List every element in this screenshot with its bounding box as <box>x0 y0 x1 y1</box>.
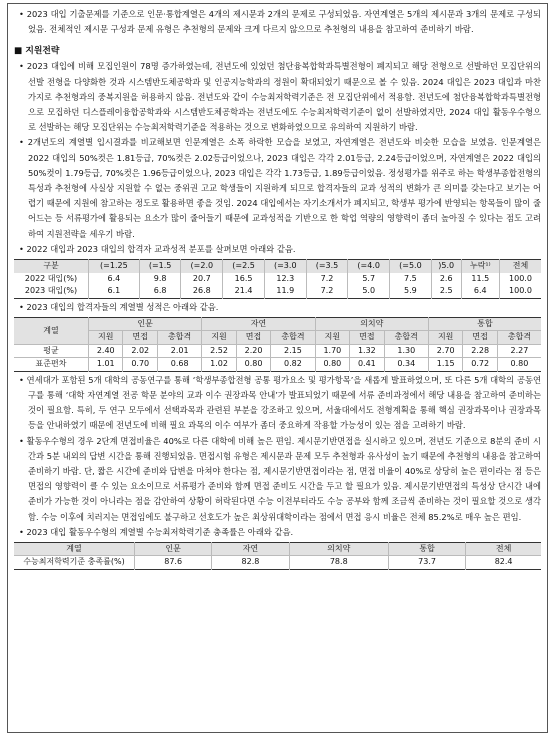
table-cell: 11.5 <box>461 273 499 286</box>
table-subheader-row <box>14 331 541 345</box>
table-cell: 0.82 <box>271 358 315 372</box>
table-cell: 0.41 <box>350 358 384 372</box>
table-header-cell: 의치약 <box>315 317 428 331</box>
table-cell: 2.01 <box>157 344 201 358</box>
table-cell: 2.27 <box>497 344 541 358</box>
table-row <box>14 358 541 372</box>
table-header-cell: (=3.5 <box>306 260 348 273</box>
table-cell: 21.4 <box>223 285 265 298</box>
table-header-cell: (=1.25 <box>89 260 140 273</box>
grade-distribution-table <box>14 259 541 299</box>
table-cell: 9.8 <box>139 273 181 286</box>
table-cell: 82.4 <box>466 556 541 570</box>
table-header-cell: 면접 <box>350 331 384 345</box>
table-cell: 2.02 <box>123 344 157 358</box>
table-header-cell: 면접 <box>236 331 270 345</box>
table-cell: 2.15 <box>271 344 315 358</box>
table-cell: 20.7 <box>181 273 223 286</box>
table-cell: 7.5 <box>390 273 432 286</box>
table-header-cell: 전체 <box>466 542 541 556</box>
strategy-paragraph: • 2022 대입과 2023 대입의 합격자 교과성적 분포를 살펴보면 아래와 같음. <box>19 243 296 254</box>
table-header-cell: 의치약 <box>289 542 388 556</box>
after-paragraph: • 연세대가 포함된 5개 대학의 공동연구를 통해 ‘학생부종합전형 공통 평가요소 및 평가항목’을 새롭게 발표하였으며, 또 다른 5개 대학의 공동연구를 통해 ‘대학 자연계열 전공 학문 분야의 교과 이수 권장과목 안내’가 발표되었기 때문에 서류 준비과정에서 해당 내용을 참고하여 준비하는 것이 필요함. 특히, 두 연구 모두에서 선택과목과 관련된 부분을 강조하고 있으며, 서울대에서도 전형계획을 통해 핵심 권장과목이나 권장과목 등을 안내하였기 때문에 전년도에 비해 필요 과목의 이수 여부가 좀더 중요하게 작용할 가능성이 있는 점을 고려하기 바람. <box>19 374 541 431</box>
table-cell: 5.9 <box>390 285 432 298</box>
table-header-cell: 지원 <box>89 331 123 345</box>
table-cell: 표준편차 <box>14 358 89 372</box>
after-paragraph: • 활동우수형의 경우 2단계 면접비율은 40%로 다른 대학에 비해 높은 편임. 제시문기반면접을 실시하고 있으며, 전년도 기준으로 8분의 준비 시간과 5분 내외의 답변 시간을 통해 진행되었음. 면접시험 유형은 제시문과 문제 모두 추천형과 유사성이 높기 때문에 추천형의 내용을 참고하여 준비하기 바람. 단, 짧은 시간에 준비와 답변을 마쳐야 한다는 점, 제시문기반면접이라는 점, 면접 비율이 40%로 상당히 높은 편이라는 점 등은 면접의 영향력이 클 수 있는 요소이므로 서류평가 준비와 함께 면접 준비도 시간을 두고 할 필요가 있음. 제시문기반면접의 특성상 단시간 내에 준비가 가능한 것이 아니라는 점을 감안하여 상황이 허락된다면 수능 이전부터라도 수능 공부와 함께 조금씩 준비하는 것이 필요할 것으로 생각함. 수능 이후에 치러지는 면접임에도 불구하고 선호도가 높은 최상위대학이라는 점에서 면접 응시 비율은 전체 85.2%로 매우 높은 편임. <box>19 435 541 522</box>
table-cell: 100.0 <box>499 273 541 286</box>
document-frame <box>7 3 548 733</box>
table-header-cell: 총합격 <box>497 331 541 345</box>
table-header-cell: (=1.5 <box>139 260 181 273</box>
after-paragraph: • 2023 대입 활동우수형의 계열별 수능최저학력기준 충족률은 아래와 같음. <box>19 526 294 537</box>
table-header-cell: 자연 <box>212 542 289 556</box>
table-header-cell: 면접 <box>123 331 157 345</box>
table-cell: 2022 대입(%) <box>24 273 78 283</box>
table-header-cell: 계열 <box>14 317 89 344</box>
table-cell: 26.8 <box>181 285 223 298</box>
table-row <box>14 273 541 286</box>
table-cell: 1.01 <box>89 358 123 372</box>
table-cell: 0.68 <box>157 358 201 372</box>
table-row <box>14 285 541 298</box>
table-cell: 7.2 <box>306 285 348 298</box>
track-results-table <box>14 317 541 372</box>
table-header-cell: 총합격 <box>271 331 315 345</box>
table-cell: 2.40 <box>89 344 123 358</box>
csat-rate-table <box>14 542 541 570</box>
table-header-cell: )5.0 <box>431 260 461 273</box>
table-header-cell: (=4.0 <box>348 260 390 273</box>
table-cell: 2023 대입(%) <box>24 286 78 296</box>
strategy-paragraph: • 2023 대입에 비해 모집인원이 78명 증가하였는데, 전년도에 있었던 첨단융복합학과특별전형이 폐지되고 해당 전형으로 선발하던 모집단위의 선발 전형을 다양화한 것과 시스템반도체공학과 및 인공지능학과의 정원이 확대되었기 때문으로 볼 수 있음. 2024 대입은 2023 대입과 마찬가지로 추천형과의 중복지원을 허용하지 않음. 전년도와 같이 수능최저학력기준은 전 모집단위에서 적용함. 전년도에 첨단융복합학과특별전형으로 모집하던 디스플레이융합공학과와 시스템반도체공학과는 전년도에도 수능최저학력기준이 없이 선발하였지만, 2024 대입 활동우수형으로 선발하는 해당 모집단위는 수능최저학력기준을 적용하는 것으로 변화하였으므로 유의하여 지원하기 바람. <box>19 61 541 133</box>
table-cell: 수능최저학력기준 충족률(%) <box>14 556 135 570</box>
table-header-cell: (=2.0 <box>181 260 223 273</box>
table-header-cell: 인문 <box>89 317 202 331</box>
strategy-paragraph: • 2개년도의 계열별 입시결과를 비교해보면 인문계열은 소폭 하락한 모습을 보였고, 자연계열은 전년도와 비슷한 모습을 보였음. 인문계열은 2022 대입의 50%컷은 1.81등급, 70%컷은 2.02등급이었으나, 2023 대입은 각각 2.01등급, 2.24등급이었으며, 자연계열은 2022 대입의 50%컷이 1.79등급, 70%컷은 1.96등급이었으나, 2023 대입은 각각 1.73등급, 1.89등급이었음. 정성평가를 위주로 하는 학생부종합전형의 특성과 추천형에 사실상 지원할 수 없는 중위권 고교 학생들이 지원하게 되므로 합격자들의 교과 성적의 변화가 큰 의미를 갖는다고 보기는 어렵기 때문에 지원에 참고하는 정도로 활용하면 좋을 것임. 2024 대입에서는 자기소개서가 폐지되고, 학생부 평가에 반영되는 항목들이 많이 줄어드는 등 서류평가에 활용되는 요소가 많이 줄어들기 때문에 교과성적을 기반으로 한 학업 역량의 영향력이 좀더 높아질 수 있다는 점도 고려하여 지원전략을 세우기 바람. <box>19 137 541 239</box>
table-cell: 6.4 <box>461 285 499 298</box>
table-cell: 5.7 <box>348 273 390 286</box>
table-cell: 100.0 <box>499 285 541 298</box>
table-header-cell: 지원 <box>202 331 236 345</box>
table-header-row <box>14 260 541 273</box>
table-header-cell: 지원 <box>315 331 349 345</box>
table-header-cell: 지원 <box>428 331 462 345</box>
table-header-cell: 총합격 <box>384 331 428 345</box>
table-cell: 1.32 <box>350 344 384 358</box>
table-header-cell: 누락¹⁾ <box>461 260 499 273</box>
table-header-cell: 인문 <box>135 542 212 556</box>
table-header-cell: 총합격 <box>157 331 201 345</box>
table-cell: 0.80 <box>497 358 541 372</box>
table-cell: 12.3 <box>264 273 306 286</box>
section-title: ■ 지원전략 <box>14 46 60 57</box>
table-cell: 0.80 <box>315 358 349 372</box>
table-cell: 6.1 <box>89 285 140 298</box>
table-cell: 0.72 <box>463 358 497 372</box>
table-cell: 6.4 <box>89 273 140 286</box>
table-cell: 2.70 <box>428 344 462 358</box>
table-header-cell: 계열 <box>14 542 135 556</box>
table-cell: 6.8 <box>139 285 181 298</box>
table-header-cell: 면접 <box>463 331 497 345</box>
table-header-cell: 자연 <box>202 317 315 331</box>
table-header-cell: (=2.5 <box>223 260 265 273</box>
table-cell: 73.7 <box>388 556 465 570</box>
table-cell: 11.9 <box>264 285 306 298</box>
table-header-row <box>14 317 541 331</box>
table-cell: 1.30 <box>384 344 428 358</box>
table-cell: 0.80 <box>236 358 270 372</box>
table-header-cell: 통합 <box>428 317 541 331</box>
table-cell: 2.6 <box>431 273 461 286</box>
table-header-cell: (=3.0 <box>264 260 306 273</box>
table-row <box>14 344 541 358</box>
table-cell: 0.70 <box>123 358 157 372</box>
table-cell: 2.20 <box>236 344 270 358</box>
table-header-cell: 통합 <box>388 542 465 556</box>
table-cell: 1.02 <box>202 358 236 372</box>
table-header-cell: 전체 <box>499 260 541 273</box>
table-cell: 2.5 <box>431 285 461 298</box>
table-cell: 1.70 <box>315 344 349 358</box>
table-cell: 82.8 <box>212 556 289 570</box>
table-header-row <box>14 542 541 556</box>
table-cell: 16.5 <box>223 273 265 286</box>
grade-note: • 2023 대입의 합격자들의 계열별 성적은 아래와 같음. <box>19 301 219 312</box>
intro-paragraph: • 2023 대입 기출문제를 기준으로 인문·통합계열은 4개의 제시문과 2개의 문제로 구성되었음. 자연계열은 5개의 제시문과 3개의 문제로 구성되었음. 전체적인 제시문 구성과 문제 유형은 추천형의 문제와 크게 다르지 않으므로 추천형의 내용을 참고하여 준비하기 바람. <box>19 9 541 35</box>
table-cell: 5.0 <box>348 285 390 298</box>
table-header-cell: (=5.0 <box>390 260 432 273</box>
table-cell: 0.34 <box>384 358 428 372</box>
table-cell: 7.2 <box>306 273 348 286</box>
table-cell: 2.52 <box>202 344 236 358</box>
table-cell: 평균 <box>14 344 89 358</box>
table-cell: 2.28 <box>463 344 497 358</box>
table-row <box>14 556 541 570</box>
table-cell: 1.15 <box>428 358 462 372</box>
table-cell: 87.6 <box>135 556 212 570</box>
table-cell: 78.8 <box>289 556 388 570</box>
table-header-cell: 구분 <box>14 260 89 273</box>
